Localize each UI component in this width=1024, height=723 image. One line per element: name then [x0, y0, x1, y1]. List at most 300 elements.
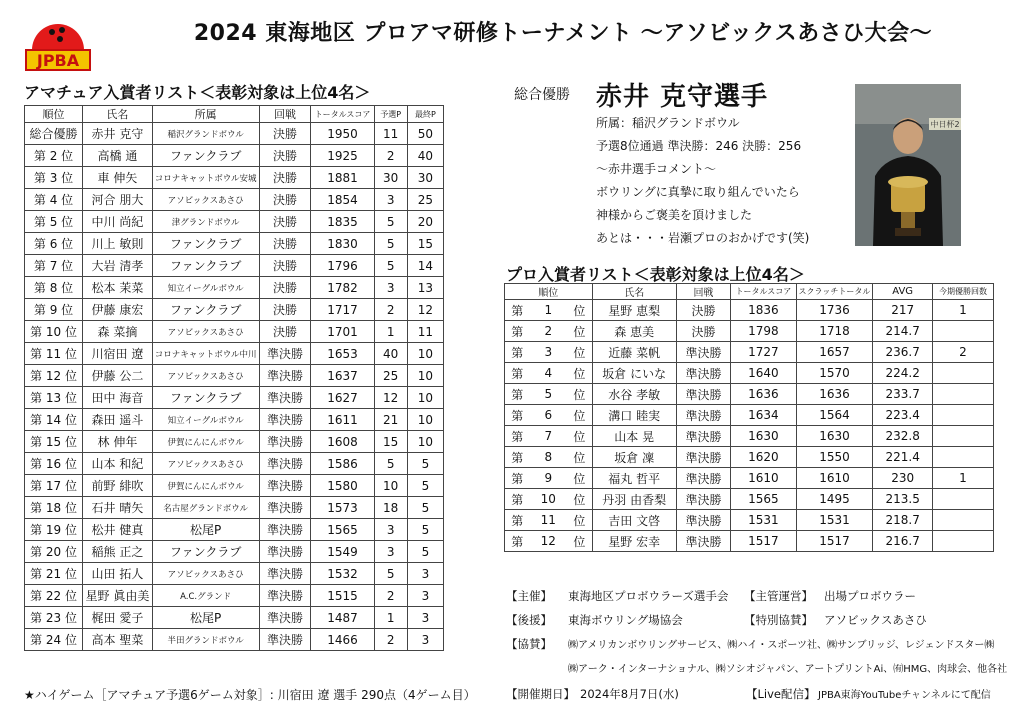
- cell-round: 準決勝: [676, 363, 730, 384]
- cell-round: 決勝: [259, 299, 311, 321]
- col-scratch-total: スクラッチトータル: [796, 284, 873, 300]
- cell-total-score: 1836: [731, 300, 796, 321]
- winner-comment-line: あとは・・・岩瀬プロのおかげです(笑): [596, 231, 810, 245]
- cell-total-score: 1854: [311, 189, 374, 211]
- cell-rank-prefix: 第: [505, 342, 530, 363]
- cell-name: 近藤 菜帆: [592, 342, 676, 363]
- table-row: [505, 510, 994, 531]
- winner-scores: 予選8位通過 準決勝：246 決勝：256: [596, 139, 802, 153]
- cell-rank: 第 18 位: [25, 497, 83, 519]
- cell-affiliation: アソビックスあさひ: [152, 365, 259, 387]
- cell-rank: 第 19 位: [25, 519, 83, 541]
- cell-final-points: 50: [407, 123, 443, 145]
- table-row: [25, 607, 444, 629]
- cell-total-score: 1640: [731, 363, 796, 384]
- cell-scratch-total: 1657: [796, 342, 873, 363]
- cell-name: 高本 聖菜: [83, 629, 153, 651]
- support-row: [506, 612, 927, 628]
- cell-name: 河合 朋大: [83, 189, 153, 211]
- winner-info: [596, 112, 846, 250]
- cell-season-wins: [932, 447, 993, 468]
- logo-text: JPBA: [36, 51, 80, 70]
- cell-final-points: 5: [407, 519, 443, 541]
- cell-season-wins: [932, 405, 993, 426]
- sponsor-list: ㈱アメリカンボウリングサービス、㈱ハイ・スポーツ社、㈱サンブリッジ、レジェンドスター㈱: [568, 640, 995, 651]
- cell-average: 221.4: [873, 447, 933, 468]
- cell-qualify-points: 5: [374, 255, 407, 277]
- cell-total-score: 1835: [311, 211, 374, 233]
- col-rank: 順位: [25, 106, 83, 123]
- col-name: 氏名: [592, 284, 676, 300]
- cell-season-wins: [932, 510, 993, 531]
- cell-rank-number: 9: [529, 468, 567, 489]
- cell-total-score: 1580: [311, 475, 374, 497]
- table-row: [25, 563, 444, 585]
- cell-total-score: 1630: [731, 426, 796, 447]
- cell-name: 丹羽 由香梨: [592, 489, 676, 510]
- cell-total-score: 1950: [311, 123, 374, 145]
- cell-qualify-points: 2: [374, 629, 407, 651]
- cell-round: 決勝: [259, 167, 311, 189]
- table-row: [505, 363, 994, 384]
- cell-total-score: 1881: [311, 167, 374, 189]
- cell-final-points: 12: [407, 299, 443, 321]
- table-row: [25, 123, 444, 145]
- table-row: [25, 585, 444, 607]
- table-row: [25, 365, 444, 387]
- cell-round: 決勝: [259, 255, 311, 277]
- host-value: 東海地区プロボウラーズ選手会: [568, 589, 729, 603]
- cell-round: 準決勝: [259, 475, 311, 497]
- table-row: [25, 211, 444, 233]
- cell-scratch-total: 1495: [796, 489, 873, 510]
- cell-round: 決勝: [259, 233, 311, 255]
- cell-rank: 第 23 位: [25, 607, 83, 629]
- cell-rank-prefix: 第: [505, 489, 530, 510]
- cell-final-points: 10: [407, 343, 443, 365]
- col-total-score: トータルスコア: [731, 284, 796, 300]
- cell-round: 準決勝: [259, 607, 311, 629]
- cell-rank: 第 17 位: [25, 475, 83, 497]
- cell-round: 準決勝: [676, 489, 730, 510]
- cell-rank: 第 21 位: [25, 563, 83, 585]
- cell-rank: 第 9 位: [25, 299, 83, 321]
- cell-total-score: 1549: [311, 541, 374, 563]
- cell-affiliation: ファンクラブ: [152, 233, 259, 255]
- cell-name: 森田 遥斗: [83, 409, 153, 431]
- cell-qualify-points: 5: [374, 563, 407, 585]
- cell-scratch-total: 1630: [796, 426, 873, 447]
- cell-rank-suffix: 位: [567, 510, 592, 531]
- cell-affiliation: 伊賀にんにんボウル: [152, 475, 259, 497]
- cell-name: 森 恵美: [592, 321, 676, 342]
- col-name: 氏名: [83, 106, 153, 123]
- cell-name: 松本 茉菜: [83, 277, 153, 299]
- cell-average: 230: [873, 468, 933, 489]
- cell-rank-number: 5: [529, 384, 567, 405]
- cell-round: 準決勝: [676, 384, 730, 405]
- cell-affiliation: 津グランドボウル: [152, 211, 259, 233]
- cell-rank-number: 2: [529, 321, 567, 342]
- cell-round: 準決勝: [259, 365, 311, 387]
- cell-affiliation: 松尾P: [152, 607, 259, 629]
- cell-rank: 第 14 位: [25, 409, 83, 431]
- cell-round: 準決勝: [676, 447, 730, 468]
- cell-rank-prefix: 第: [505, 468, 530, 489]
- cell-total-score: 1653: [311, 343, 374, 365]
- cell-round: 準決勝: [259, 585, 311, 607]
- cell-qualify-points: 2: [374, 585, 407, 607]
- cell-name: 福丸 哲平: [592, 468, 676, 489]
- cell-total-score: 1727: [731, 342, 796, 363]
- cell-final-points: 5: [407, 453, 443, 475]
- cell-name: 山田 拓人: [83, 563, 153, 585]
- cell-rank-suffix: 位: [567, 426, 592, 447]
- cell-rank-suffix: 位: [567, 405, 592, 426]
- table-row: [25, 321, 444, 343]
- cell-qualify-points: 10: [374, 475, 407, 497]
- table-row: [25, 343, 444, 365]
- cell-total-score: 1796: [311, 255, 374, 277]
- cell-name: 伊藤 康宏: [83, 299, 153, 321]
- cell-rank: 第 3 位: [25, 167, 83, 189]
- cell-season-wins: [932, 384, 993, 405]
- cell-rank: 第 4 位: [25, 189, 83, 211]
- cell-average: 217: [873, 300, 933, 321]
- cell-name: 星野 眞由美: [83, 585, 153, 607]
- cell-qualify-points: 3: [374, 277, 407, 299]
- cell-final-points: 5: [407, 541, 443, 563]
- pro-section-title: プロ入賞者リスト＜表彰対象は上位4名＞: [506, 265, 805, 284]
- cell-round: 準決勝: [676, 468, 730, 489]
- cell-name: 吉田 文啓: [592, 510, 676, 531]
- cell-qualify-points: 5: [374, 233, 407, 255]
- cell-affiliation: 稲沢グランドボウル: [152, 123, 259, 145]
- col-qualify-points: 予選P: [374, 106, 407, 123]
- cell-affiliation: アソビックスあさひ: [152, 563, 259, 585]
- cell-rank-number: 1: [529, 300, 567, 321]
- cell-final-points: 10: [407, 365, 443, 387]
- cell-final-points: 10: [407, 431, 443, 453]
- col-rank: 順位: [505, 284, 593, 300]
- cell-final-points: 25: [407, 189, 443, 211]
- cell-round: 決勝: [259, 211, 311, 233]
- cell-total-score: 1798: [731, 321, 796, 342]
- cell-qualify-points: 1: [374, 321, 407, 343]
- cell-affiliation: 知立イーグルボウル: [152, 409, 259, 431]
- cell-round: 準決勝: [676, 342, 730, 363]
- cell-final-points: 3: [407, 607, 443, 629]
- cell-affiliation: ファンクラブ: [152, 145, 259, 167]
- cell-name: 坂倉 凜: [592, 447, 676, 468]
- cell-rank-number: 11: [529, 510, 567, 531]
- cell-qualify-points: 40: [374, 343, 407, 365]
- cell-final-points: 13: [407, 277, 443, 299]
- cell-total-score: 1466: [311, 629, 374, 651]
- cell-rank: 第 6 位: [25, 233, 83, 255]
- cell-total-score: 1611: [311, 409, 374, 431]
- cell-round: 決勝: [676, 321, 730, 342]
- cell-affiliation: ファンクラブ: [152, 299, 259, 321]
- col-final-points: 最終P: [407, 106, 443, 123]
- table-row: [25, 167, 444, 189]
- cell-total-score: 1565: [311, 519, 374, 541]
- high-game-note: ★ハイゲーム［アマチュア予選6ゲーム対象］: 川宿田 遼 選手 290点（4ゲーム目）: [24, 688, 476, 702]
- cell-name: 川宿田 遼: [83, 343, 153, 365]
- cell-scratch-total: 1636: [796, 384, 873, 405]
- cell-round: 準決勝: [259, 409, 311, 431]
- table-row: [25, 475, 444, 497]
- cell-rank-number: 4: [529, 363, 567, 384]
- cell-affiliation: 松尾P: [152, 519, 259, 541]
- cell-affiliation: アソビックスあさひ: [152, 453, 259, 475]
- cell-affiliation: アソビックスあさひ: [152, 321, 259, 343]
- cell-qualify-points: 21: [374, 409, 407, 431]
- cell-scratch-total: 1736: [796, 300, 873, 321]
- host-label: 【主催】: [506, 589, 552, 603]
- cell-final-points: 20: [407, 211, 443, 233]
- cell-affiliation: アソビックスあさひ: [152, 189, 259, 211]
- sponsor-label: 【協賛】: [506, 637, 552, 651]
- cell-rank: 第 8 位: [25, 277, 83, 299]
- photo-banner-text: 中日杯2: [930, 120, 960, 129]
- amateur-section-title: アマチュア入賞者リスト＜表彰対象は上位4名＞: [24, 83, 371, 102]
- cell-name: 高橋 通: [83, 145, 153, 167]
- cell-rank-suffix: 位: [567, 468, 592, 489]
- cell-name: 中川 尚紀: [83, 211, 153, 233]
- cell-qualify-points: 2: [374, 299, 407, 321]
- cell-rank-suffix: 位: [567, 447, 592, 468]
- cell-scratch-total: 1610: [796, 468, 873, 489]
- cell-name: 山本 和紀: [83, 453, 153, 475]
- cell-name: 星野 恵梨: [592, 300, 676, 321]
- table-row: [25, 299, 444, 321]
- cell-season-wins: [932, 363, 993, 384]
- cell-rank: 第 10 位: [25, 321, 83, 343]
- table-row: [505, 426, 994, 447]
- table-row: [25, 145, 444, 167]
- cell-rank-prefix: 第: [505, 531, 530, 552]
- cell-average: 224.2: [873, 363, 933, 384]
- cell-final-points: 10: [407, 387, 443, 409]
- cell-name: 赤井 克守: [83, 123, 153, 145]
- cell-season-wins: [932, 489, 993, 510]
- winner-label: 総合優勝: [514, 87, 570, 103]
- cell-scratch-total: 1570: [796, 363, 873, 384]
- cell-rank: 第 2 位: [25, 145, 83, 167]
- table-row: [505, 447, 994, 468]
- cell-final-points: 11: [407, 321, 443, 343]
- cell-rank: 第 24 位: [25, 629, 83, 651]
- cell-qualify-points: 3: [374, 541, 407, 563]
- winner-comment-line: ボウリングに真摯に取り組んでいたら: [596, 185, 800, 199]
- cell-final-points: 3: [407, 629, 443, 651]
- sponsor-row: [506, 636, 994, 652]
- cell-total-score: 1517: [731, 531, 796, 552]
- table-row: [25, 431, 444, 453]
- jpba-logo: [22, 10, 94, 72]
- col-average: AVG: [873, 284, 933, 300]
- cell-qualify-points: 30: [374, 167, 407, 189]
- cell-affiliation: 伊賀にんにんボウル: [152, 431, 259, 453]
- cell-total-score: 1637: [311, 365, 374, 387]
- cell-round: 準決勝: [259, 629, 311, 651]
- cell-scratch-total: 1550: [796, 447, 873, 468]
- cell-rank-prefix: 第: [505, 405, 530, 426]
- winner-comment-heading: ～赤井選手コメント～: [596, 162, 717, 176]
- cell-round: 準決勝: [259, 497, 311, 519]
- cell-round: 準決勝: [676, 405, 730, 426]
- cell-qualify-points: 3: [374, 189, 407, 211]
- cell-affiliation: ファンクラブ: [152, 255, 259, 277]
- cell-affiliation: コロナキャットボウル安城: [152, 167, 259, 189]
- sponsor-list: ㈱アーク・インターナショナル、㈱ソシオジャパン、アートプリントAi、㈲HMG、肉球会、他各社: [568, 664, 1008, 675]
- cell-name: 山本 晃: [592, 426, 676, 447]
- cell-average: 214.7: [873, 321, 933, 342]
- cell-name: 前野 緋吹: [83, 475, 153, 497]
- date-label: 【開催期日】: [506, 687, 575, 701]
- cell-name: 林 伸年: [83, 431, 153, 453]
- table-row: [25, 255, 444, 277]
- cell-rank-number: 7: [529, 426, 567, 447]
- cell-name: 星野 宏幸: [592, 531, 676, 552]
- cell-total-score: 1782: [311, 277, 374, 299]
- cell-final-points: 15: [407, 233, 443, 255]
- cell-final-points: 40: [407, 145, 443, 167]
- special-value: アソビックスあさひ: [824, 613, 927, 627]
- cell-rank-prefix: 第: [505, 300, 530, 321]
- cell-total-score: 1487: [311, 607, 374, 629]
- table-row: [25, 629, 444, 651]
- cell-final-points: 30: [407, 167, 443, 189]
- cell-final-points: 5: [407, 475, 443, 497]
- cell-season-wins: [932, 531, 993, 552]
- operation-value: 出場プロボウラー: [824, 589, 916, 603]
- winner-photo: [855, 84, 961, 246]
- table-row: [505, 468, 994, 489]
- special-label: 【特別協賛】: [744, 613, 813, 627]
- cell-average: 223.4: [873, 405, 933, 426]
- cell-total-score: 1925: [311, 145, 374, 167]
- table-row: [25, 233, 444, 255]
- cell-round: 決勝: [259, 123, 311, 145]
- cell-rank-suffix: 位: [567, 300, 592, 321]
- cell-qualify-points: 18: [374, 497, 407, 519]
- cell-rank: 第 7 位: [25, 255, 83, 277]
- pro-header-row: [505, 284, 994, 300]
- cell-final-points: 3: [407, 585, 443, 607]
- col-affiliation: 所属: [152, 106, 259, 123]
- cell-rank-prefix: 第: [505, 426, 530, 447]
- cell-total-score: 1627: [311, 387, 374, 409]
- cell-rank-prefix: 第: [505, 384, 530, 405]
- cell-rank: 総合優勝: [25, 123, 83, 145]
- cell-rank-number: 6: [529, 405, 567, 426]
- table-row: [25, 519, 444, 541]
- cell-name: 田中 海音: [83, 387, 153, 409]
- cell-qualify-points: 1: [374, 607, 407, 629]
- date-row: [506, 686, 991, 702]
- cell-rank-prefix: 第: [505, 510, 530, 531]
- live-label: 【Live配信】: [746, 687, 816, 701]
- cell-average: 232.8: [873, 426, 933, 447]
- cell-total-score: 1701: [311, 321, 374, 343]
- cell-name: 坂倉 にいな: [592, 363, 676, 384]
- cell-scratch-total: 1517: [796, 531, 873, 552]
- cell-rank-number: 8: [529, 447, 567, 468]
- cell-scratch-total: 1718: [796, 321, 873, 342]
- cell-scratch-total: 1564: [796, 405, 873, 426]
- cell-round: 準決勝: [676, 510, 730, 531]
- cell-name: 車 伸矢: [83, 167, 153, 189]
- cell-name: 伊藤 公二: [83, 365, 153, 387]
- cell-rank-number: 12: [529, 531, 567, 552]
- table-row: [505, 405, 994, 426]
- pro-results-table: [504, 283, 994, 552]
- cell-average: 236.7: [873, 342, 933, 363]
- cell-total-score: 1532: [311, 563, 374, 585]
- winner-affiliation: 所属：稲沢グランドボウル: [596, 116, 740, 130]
- cell-total-score: 1565: [731, 489, 796, 510]
- cell-season-wins: 2: [932, 342, 993, 363]
- cell-round: 準決勝: [259, 387, 311, 409]
- cell-affiliation: ファンクラブ: [152, 387, 259, 409]
- cell-total-score: 1531: [731, 510, 796, 531]
- cell-total-score: 1620: [731, 447, 796, 468]
- table-row: [25, 497, 444, 519]
- cell-rank-suffix: 位: [567, 489, 592, 510]
- amateur-header-row: [25, 106, 444, 123]
- cell-name: 石井 晴矢: [83, 497, 153, 519]
- cell-round: 決勝: [259, 145, 311, 167]
- table-row: [505, 300, 994, 321]
- cell-name: 梶田 愛子: [83, 607, 153, 629]
- col-round: 回戦: [259, 106, 311, 123]
- table-row: [25, 277, 444, 299]
- cell-rank: 第 5 位: [25, 211, 83, 233]
- col-total-score: トータルスコア: [311, 106, 374, 123]
- cell-total-score: 1610: [731, 468, 796, 489]
- cell-qualify-points: 2: [374, 145, 407, 167]
- cell-rank: 第 13 位: [25, 387, 83, 409]
- cell-rank-number: 3: [529, 342, 567, 363]
- cell-rank: 第 20 位: [25, 541, 83, 563]
- cell-round: 準決勝: [259, 431, 311, 453]
- cell-total-score: 1608: [311, 431, 374, 453]
- col-season-wins: 今期優勝回数: [932, 284, 993, 300]
- table-row: [505, 321, 994, 342]
- cell-rank: 第 15 位: [25, 431, 83, 453]
- col-round: 回戦: [676, 284, 730, 300]
- cell-rank: 第 12 位: [25, 365, 83, 387]
- cell-round: 決勝: [259, 321, 311, 343]
- cell-average: 213.5: [873, 489, 933, 510]
- cell-rank-prefix: 第: [505, 447, 530, 468]
- cell-rank-suffix: 位: [567, 384, 592, 405]
- cell-rank-suffix: 位: [567, 363, 592, 384]
- cell-rank: 第 22 位: [25, 585, 83, 607]
- cell-rank-prefix: 第: [505, 321, 530, 342]
- cell-round: 準決勝: [259, 563, 311, 585]
- cell-final-points: 3: [407, 563, 443, 585]
- cell-final-points: 14: [407, 255, 443, 277]
- table-row: [25, 409, 444, 431]
- cell-scratch-total: 1531: [796, 510, 873, 531]
- table-row: [25, 541, 444, 563]
- cell-qualify-points: 11: [374, 123, 407, 145]
- cell-total-score: 1515: [311, 585, 374, 607]
- date-value: 2024年8月7日(水): [580, 687, 679, 701]
